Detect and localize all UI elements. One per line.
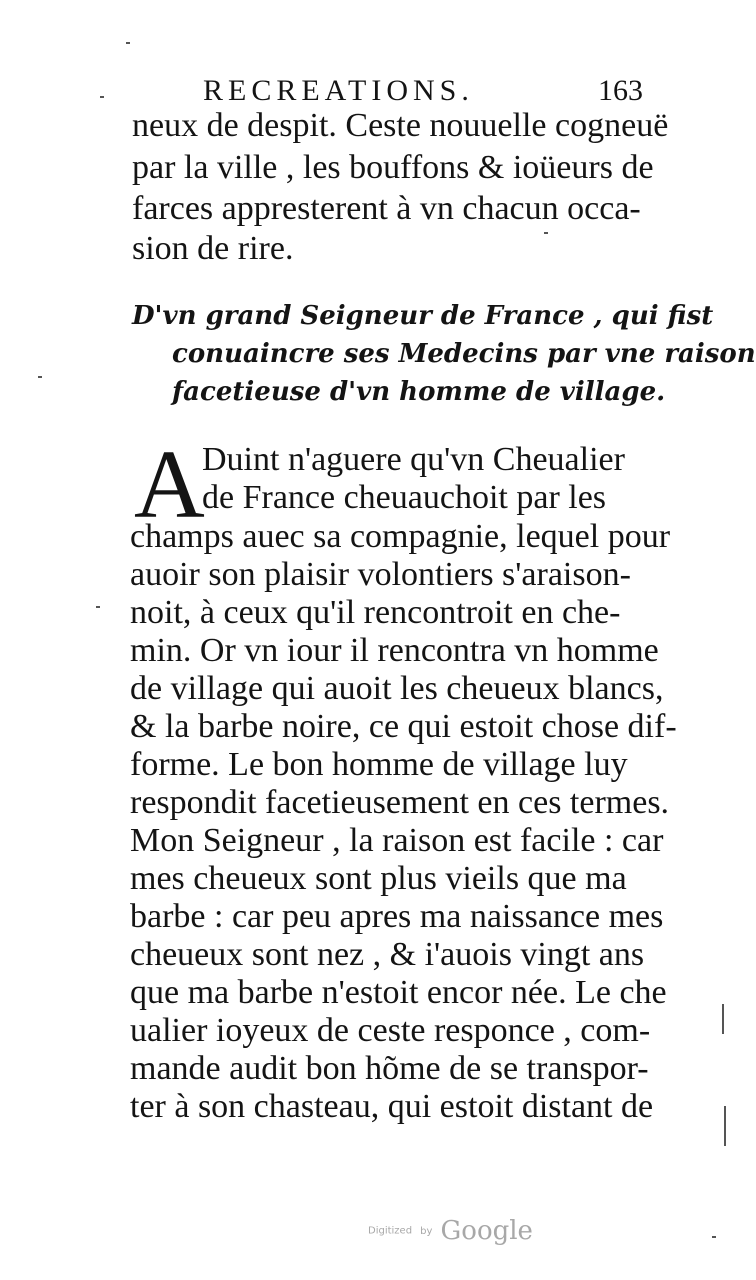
text-line: cheueux sont nez , & i'auois vingt ans <box>130 936 645 973</box>
text-line: respondit facetieusement en ces termes. <box>130 784 670 821</box>
watermark-digitized: Digitized <box>368 1225 413 1237</box>
running-head: RECREATIONS. <box>203 74 474 107</box>
text-line: farces appresterent à vn chacun occa- <box>132 190 641 227</box>
watermark-by: by <box>420 1225 433 1237</box>
drop-cap: A <box>134 431 205 539</box>
heading-line: conuaincre ses Medecins par vne raison <box>172 339 756 369</box>
text-line: min. Or vn iour il rencontra vn homme <box>130 632 659 669</box>
text-line: par la ville , les bouffons & ioüeurs de <box>132 149 654 186</box>
text-line: noit, à ceux qu'il rencontroit en che- <box>130 594 621 631</box>
text-line: Duint n'aguere qu'vn Cheualier <box>202 441 625 478</box>
text-line: ter à son chasteau, qui estoit distant de <box>130 1088 654 1125</box>
text-line: Mon Seigneur , la raison est facile : car <box>130 822 664 859</box>
text-line: sion de rire. <box>132 230 294 267</box>
text-line: auoir son plaisir volontiers s'araison- <box>130 556 631 593</box>
text-line: neux de despit. Ceste nouuelle cogneuë <box>132 107 669 144</box>
google-logo: Google <box>440 1216 533 1246</box>
text-line: de village qui auoit les cheueux blancs, <box>130 670 664 707</box>
text-line: forme. Le bon homme de village luy <box>130 746 628 783</box>
text-line: ualier ioyeux de ceste responce , com- <box>130 1012 651 1049</box>
page-number: 163 <box>598 74 643 107</box>
text-line: de France cheuauchoit par les <box>202 479 607 516</box>
text-line: barbe : car peu apres ma naissance mes <box>130 898 664 935</box>
heading-line: facetieuse d'vn homme de village. <box>172 377 666 407</box>
google-digitized-watermark <box>368 1216 533 1246</box>
text-line: mes cheueux sont plus vieils que ma <box>130 860 627 897</box>
text-line: que ma barbe n'estoit encor née. Le che <box>130 974 667 1011</box>
text-line: & la barbe noire, ce qui estoit chose dif- <box>130 708 677 745</box>
heading-line: D'vn grand Seigneur de France , qui fist <box>132 301 714 331</box>
text-line: champs auec sa compagnie, lequel pour <box>130 518 671 555</box>
text-line: mande audit bon hõme de se transpor- <box>130 1050 649 1087</box>
